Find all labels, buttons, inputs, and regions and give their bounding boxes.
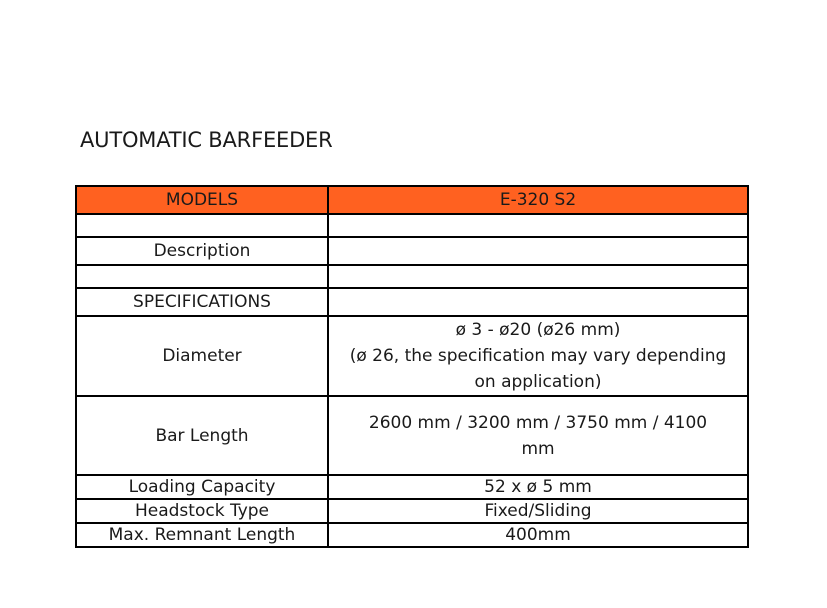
table-header-row [76, 186, 748, 214]
models-header-cell: MODELS [76, 186, 328, 214]
table-row-description [76, 237, 748, 265]
table-row-max-remnant-length [76, 523, 748, 547]
table-row-diameter [76, 316, 748, 396]
spec-label-cell: Diameter [76, 316, 328, 396]
spec-label-cell [76, 265, 328, 288]
table-row-blank-1 [76, 214, 748, 237]
spec-label-cell: Loading Capacity [76, 475, 328, 499]
spec-value-cell [328, 316, 748, 396]
value-line: (ø 26, the specification may vary depending [349, 346, 727, 366]
spec-label-cell: Bar Length [76, 396, 328, 475]
table-row-headstock-type [76, 499, 748, 523]
spec-value-cell: 400mm [328, 523, 748, 547]
spec-value-cell [328, 396, 748, 475]
table-row-bar-length [76, 396, 748, 475]
spec-table [75, 185, 749, 548]
spec-value-cell [328, 237, 748, 265]
document-title: AUTOMATIC BARFEEDER [80, 128, 333, 152]
value-line: on application) [474, 372, 602, 392]
model-name-cell: E-320 S2 [328, 186, 748, 214]
spec-label-cell: Headstock Type [76, 499, 328, 523]
spec-value-cell: 52 x ø 5 mm [328, 475, 748, 499]
spec-label-cell: Max. Remnant Length [76, 523, 328, 547]
value-line: ø 3 - ø20 (ø26 mm) [455, 320, 621, 340]
spec-value-cell: Fixed/Sliding [328, 499, 748, 523]
table-row-loading-capacity [76, 475, 748, 499]
spec-value-cell [328, 214, 748, 237]
spec-label-cell [76, 214, 328, 237]
spec-label-cell: Description [76, 237, 328, 265]
spec-value-cell [328, 265, 748, 288]
value-line: mm [521, 438, 555, 459]
spec-label-cell: SPECIFICATIONS [76, 288, 328, 316]
spec-value-cell [328, 288, 748, 316]
table-row-specifications [76, 288, 748, 316]
value-line: 2600 mm / 3200 mm / 3750 mm / 4100 [368, 412, 708, 433]
table-row-blank-2 [76, 265, 748, 288]
